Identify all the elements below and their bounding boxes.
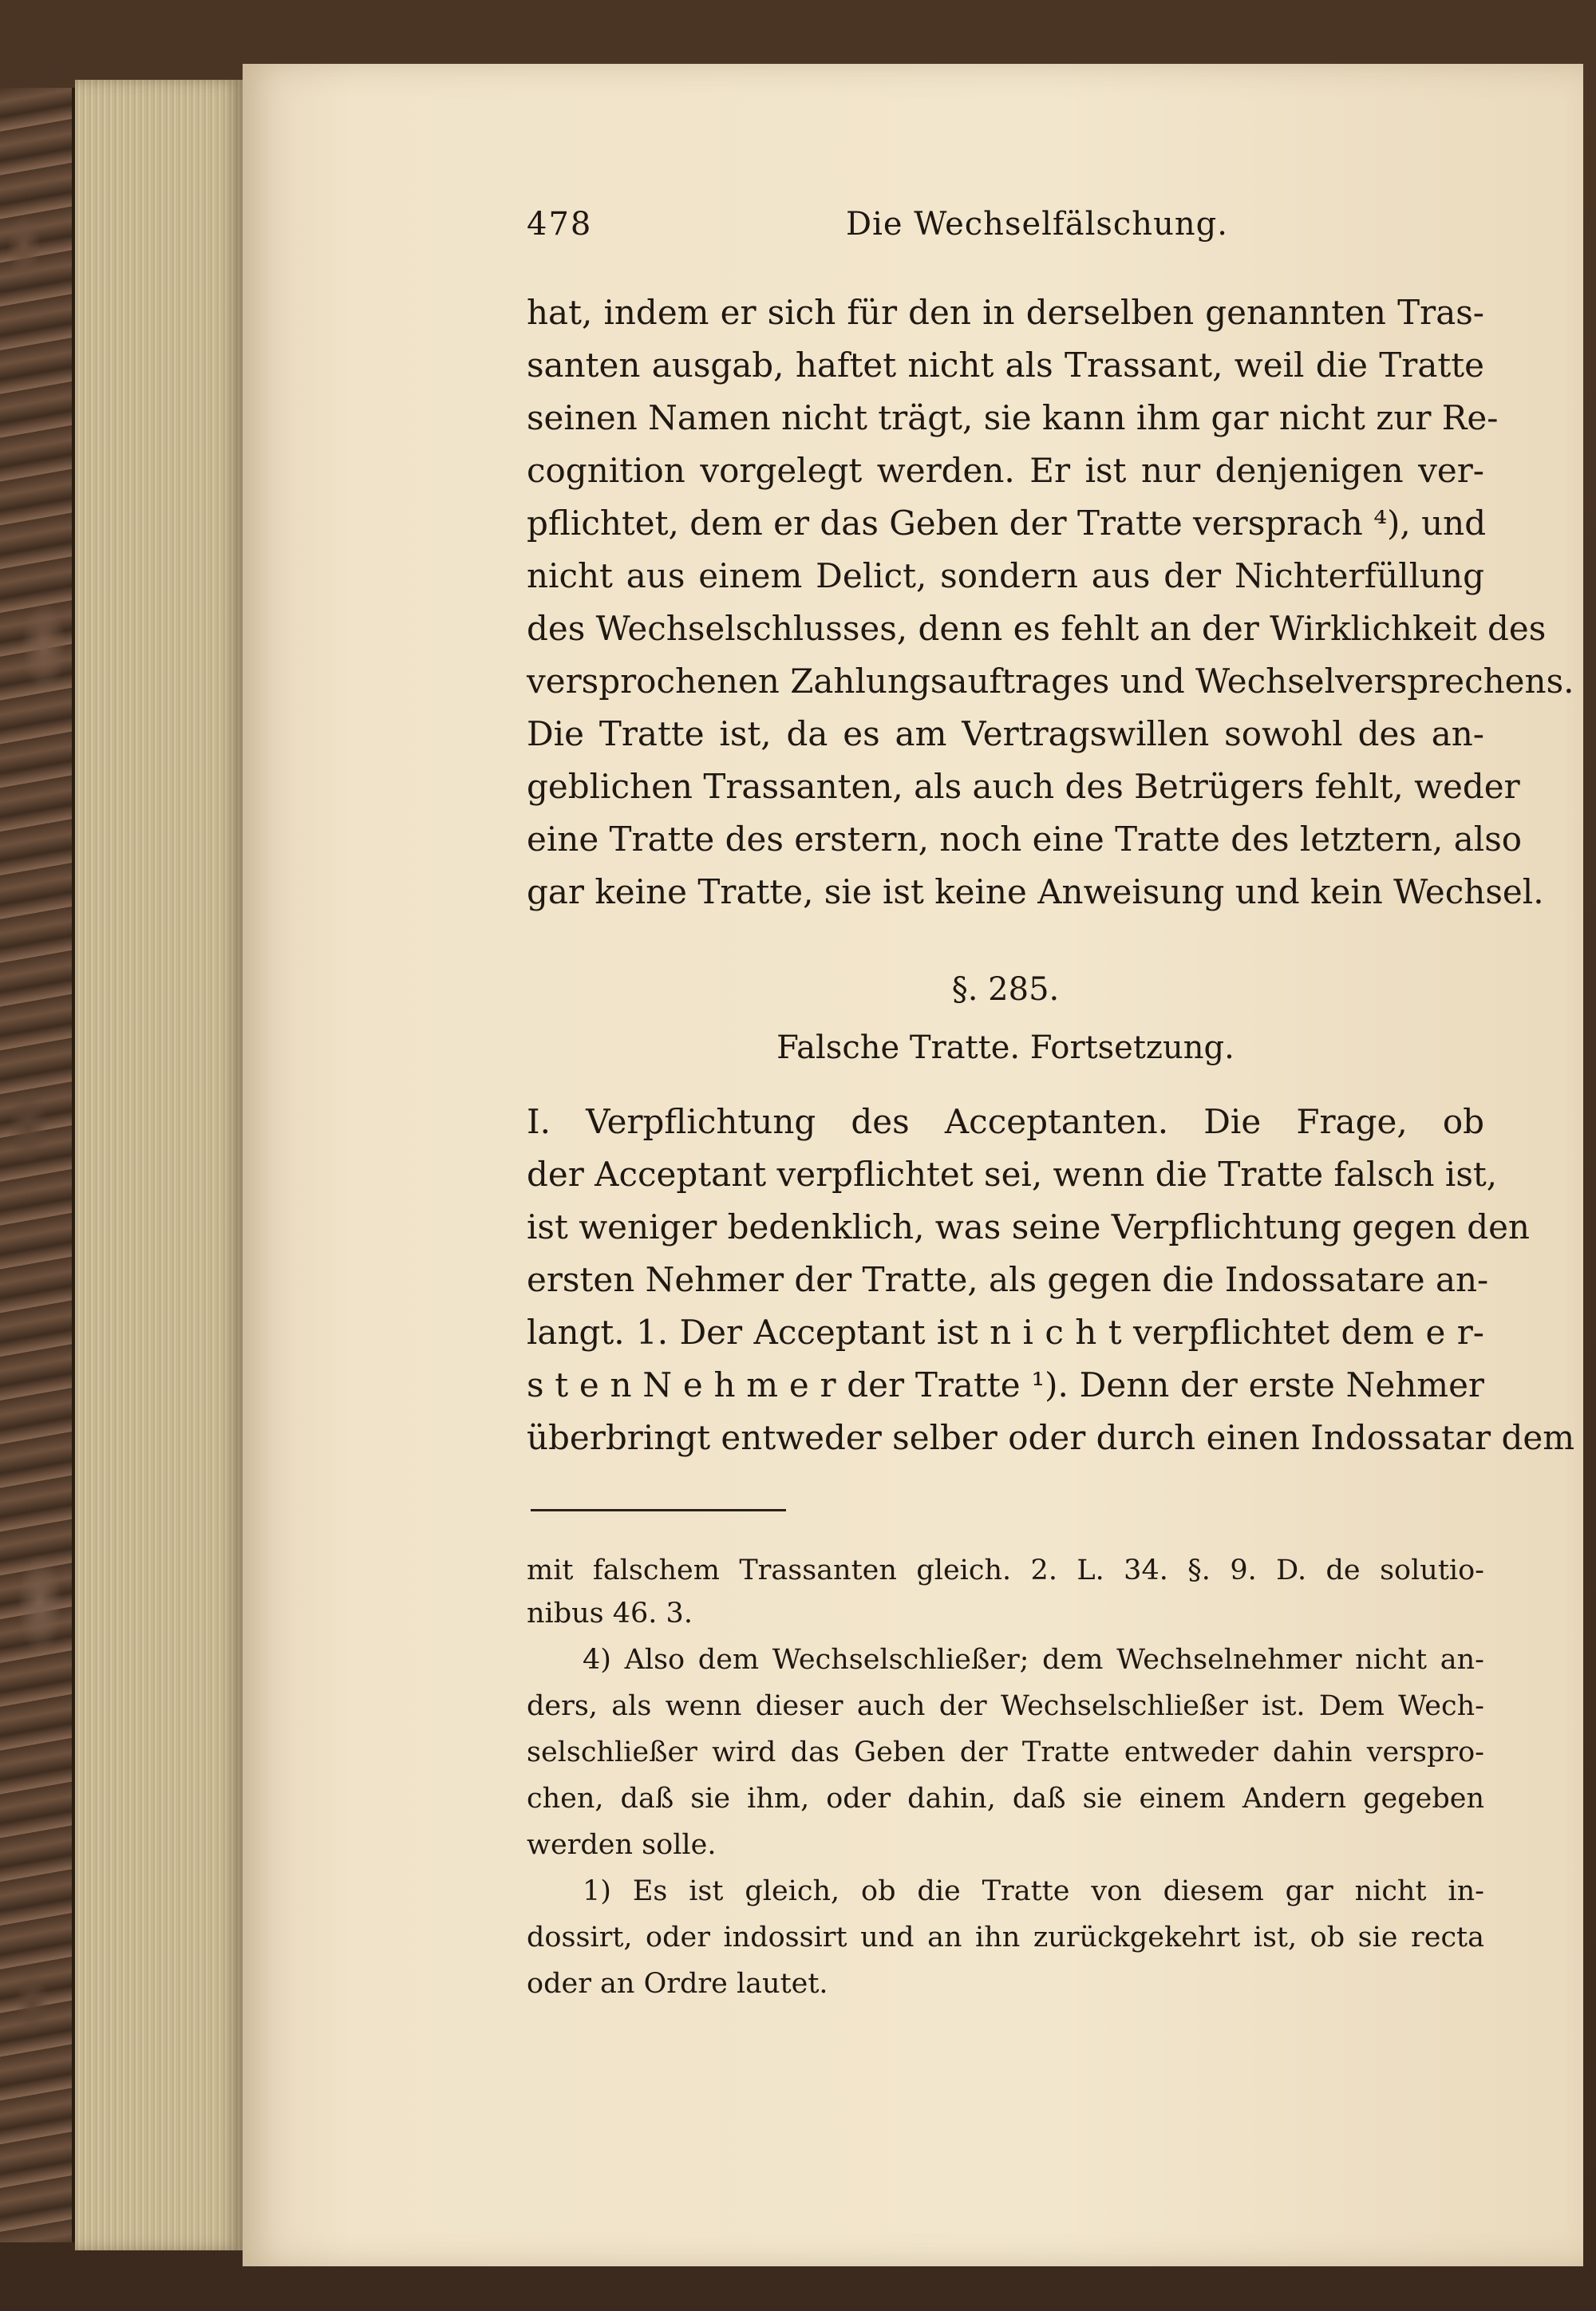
body-line: I. Verpflichtung des Acceptanten. Die Frage, ob bbox=[527, 1102, 1484, 1141]
body-line: eine Tratte des erstern, noch eine Tratte des letztern, also bbox=[527, 820, 1523, 859]
body-line: langt. 1. Der Acceptant ist n i c h t verpflichtet dem e r- bbox=[527, 1313, 1484, 1352]
footnote-line: oder an Ordre lautet. bbox=[527, 1968, 828, 2000]
body-line: ersten Nehmer der Tratte, als gegen die Indossatare an- bbox=[527, 1260, 1489, 1299]
footnote-line: dossirt, oder indossirt und an ihn zurückgekehrt ist, ob sie recta bbox=[527, 1922, 1484, 1953]
body-line: gar keine Tratte, sie ist keine Anweisung und kein Wechsel. bbox=[527, 872, 1544, 911]
body-line: nicht aus einem Delict, sondern aus der Nichterfüllung bbox=[527, 556, 1484, 595]
footnote-line: 1) Es ist gleich, ob die Tratte von diesem gar nicht in- bbox=[583, 1875, 1484, 1907]
section-number: §. 285. bbox=[951, 971, 1060, 1008]
body-line: ist weniger bedenklich, was seine Verpflichtung gegen den bbox=[527, 1207, 1530, 1246]
footnote-line: mit falschem Trassanten gleich. 2. L. 34. §. 9. D. de solutio- bbox=[527, 1554, 1484, 1586]
body-line: santen ausgab, haftet nicht als Trassant, weil die Tratte bbox=[527, 346, 1484, 385]
footnote-line: werden solle. bbox=[527, 1829, 717, 1861]
page-number: 478 bbox=[527, 206, 593, 243]
body-line: cognition vorgelegt werden. Er ist nur denjenigen ver- bbox=[527, 451, 1484, 490]
body-line: s t e n N e h m e r der Tratte ¹). Denn der erste Nehmer bbox=[527, 1365, 1484, 1404]
section-title: Falsche Tratte. Fortsetzung. bbox=[776, 1029, 1235, 1066]
body-line: des Wechselschlusses, denn es fehlt an der Wirklichkeit des bbox=[527, 609, 1547, 648]
body-line: überbringt entweder selber oder durch einen Indossatar dem bbox=[527, 1418, 1575, 1457]
body-line: der Acceptant verpflichtet sei, wenn die Tratte falsch ist, bbox=[527, 1155, 1498, 1194]
body-line: pflichtet, dem er das Geben der Tratte versprach ⁴), und bbox=[527, 504, 1487, 543]
footnote-line: 4) Also dem Wechselschließer; dem Wechselnehmer nicht an- bbox=[583, 1644, 1484, 1676]
footnote-rule bbox=[531, 1509, 786, 1511]
footnote-line: chen, daß sie ihm, oder dahin, daß sie einem Andern gegeben bbox=[527, 1783, 1484, 1815]
body-line: versprochenen Zahlungsauftrages und Wechselversprechens. bbox=[527, 662, 1574, 701]
body-line: seinen Namen nicht trägt, sie kann ihm gar nicht zur Re- bbox=[527, 398, 1499, 437]
running-title: Die Wechselfälschung. bbox=[846, 206, 1228, 243]
body-line: Die Tratte ist, da es am Vertragswillen sowohl des an- bbox=[527, 714, 1484, 753]
body-line: geblichen Trassanten, als auch des Betrügers fehlt, weder bbox=[527, 767, 1520, 806]
footnote-line: ders, als wenn dieser auch der Wechselschließer ist. Dem Wech- bbox=[527, 1690, 1484, 1722]
running-header bbox=[527, 206, 1484, 254]
footnote-line: nibus 46. 3. bbox=[527, 1598, 693, 1630]
body-line: hat, indem er sich für den in derselben genannten Tras- bbox=[527, 293, 1484, 332]
footnote-line: selschließer wird das Geben der Tratte entweder dahin verspro- bbox=[527, 1736, 1484, 1768]
